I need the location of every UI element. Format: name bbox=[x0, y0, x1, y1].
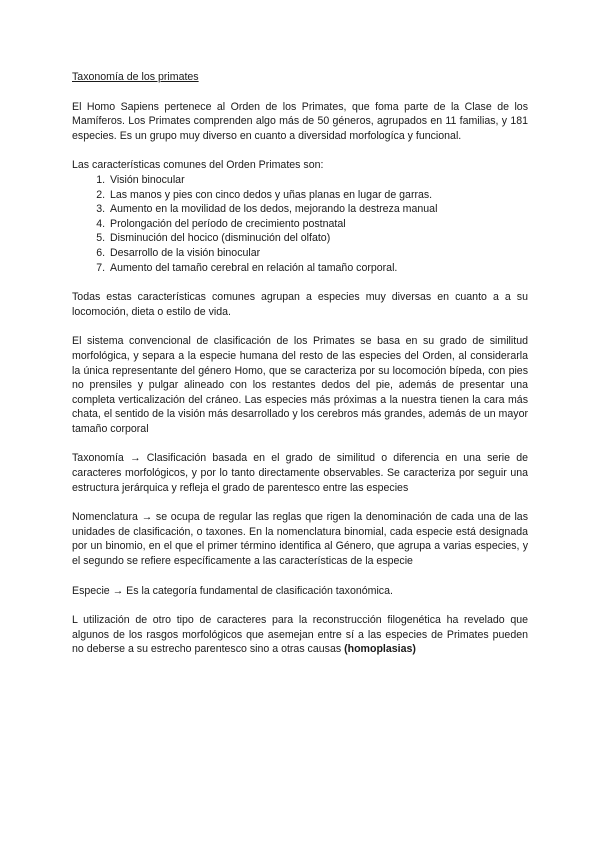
list-item: 1. Visión binocular bbox=[108, 173, 528, 188]
nomenclature-paragraph: Nomenclatura → se ocupa de regular las reglas que rigen la denominación de cada una de las unidades de clasificación, o taxones. En la nomenclatura binomial, cada especie está designada por un binomio, en el que el primer término identifica al Género, que agrupa a varias especies, y el segundo se refiere específicamente a las características de la especie bbox=[72, 511, 528, 568]
final-paragraph bbox=[72, 613, 528, 657]
document-page bbox=[72, 70, 528, 672]
list-item: 6. Desarrollo de la visión binocular bbox=[108, 246, 528, 261]
common-traits-paragraph: Todas estas características comunes agrupan a especies muy diversas en cuanto a a su locomoción, dieta o estilo de vida. bbox=[72, 291, 528, 318]
list-item: 2. Las manos y pies con cinco dedos y uñas planas en lugar de garras. bbox=[108, 188, 528, 203]
classification-system-paragraph: El sistema convencional de clasificación de los Primates se basa en su grado de similitud morfológica, y separa a la especie humana del resto de las especies del Orden, al considerarla la única representante del género Homo, que se caracteriza por su locomoción bípeda, con pies no prensiles y pulgar alineado con los restantes dedos del pie, además de presentar una completa verticalización del cráneo. Las especies más próximas a la nuestra tienen la cara más chata, el sentido de la visión más desarrollado y los cerebros más grandes, además de un mayor tamaño corporal bbox=[72, 335, 528, 435]
list-item: 3. Aumento en la movilidad de los dedos, mejorando la destreza manual bbox=[108, 202, 528, 217]
species-paragraph: Especie → Es la categoría fundamental de clasificación taxonómica. bbox=[72, 584, 393, 597]
list-item: 4. Prolongación del período de crecimiento postnatal bbox=[108, 217, 528, 232]
characteristics-intro: Las características comunes del Orden Primates son: bbox=[72, 159, 324, 172]
list-item: 5. Disminución del hocico (disminución del olfato) bbox=[108, 231, 528, 246]
intro-paragraph: El Homo Sapiens pertenece al Orden de los Primates, que foma parte de la Clase de los Mamíferos. Los Primates comprenden algo más de 50 géneros, agrupados en 11 familias, y 181 especies. Es un grupo muy diverso en cuanto a diversidad morfologíca y funcional. bbox=[72, 100, 528, 142]
homoplasias-term: (homoplasias) bbox=[344, 643, 416, 656]
final-paragraph-text: L utilización de otro tipo de caracteres para la reconstrucción filogenética ha revelado que algunos de los rasgos morfológicos que asemejan entre sí a las especies de Primates pueden no deberse a su estrecho parentesco sino a otras causas bbox=[72, 614, 528, 656]
characteristics-list bbox=[72, 173, 528, 275]
list-item: 7. Aumento del tamaño cerebral en relación al tamaño corporal. bbox=[108, 261, 528, 276]
taxonomy-paragraph: Taxonomía → Clasificación basada en el grado de similitud o diferencia en una serie de caracteres morfológicos, y por lo tanto directamente observables. Se caracteriza por seguir una estructura jerárquica y refleja el grado de parentesco entre las especies bbox=[72, 452, 528, 494]
document-title: Taxonomía de los primates bbox=[72, 71, 199, 83]
